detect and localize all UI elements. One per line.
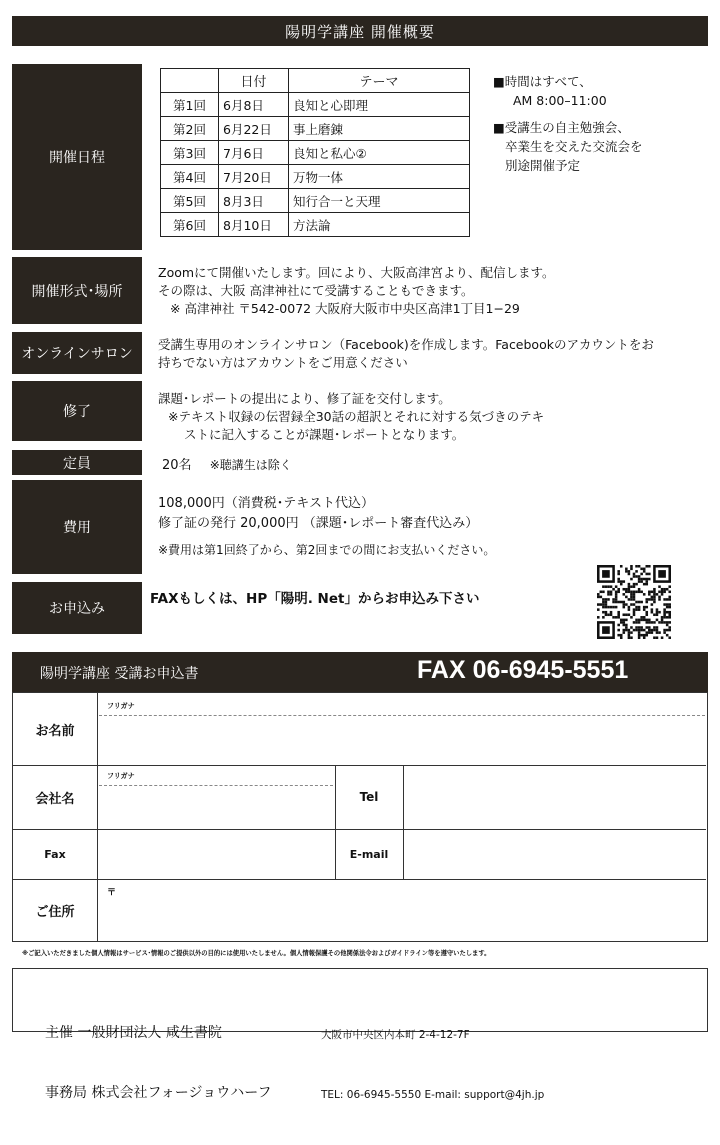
schedule-row xyxy=(161,93,470,117)
capacity-label: 定員 xyxy=(12,450,142,475)
company-field[interactable] xyxy=(99,787,333,827)
schedule-header-theme: テーマ xyxy=(289,69,470,93)
capacity-note: ※聴講生は除く xyxy=(209,458,292,472)
format-label: 開催形式･場所 xyxy=(12,257,142,324)
fee-text xyxy=(158,494,708,560)
session-no: 第6回 xyxy=(161,213,219,237)
company-label: 会社名 xyxy=(35,791,75,807)
qr-code xyxy=(597,565,671,639)
organizer xyxy=(45,983,272,1143)
fax-field[interactable] xyxy=(99,831,333,877)
footer-address: 大阪市中央区内本町 2-4-12-7F xyxy=(321,1029,470,1041)
completion-text xyxy=(158,390,708,444)
schedule-row xyxy=(161,165,470,189)
session-date: 6月22日 xyxy=(219,117,289,141)
fee-note: ※費用は第1回終了から、第2回までの間にお支払いください。 xyxy=(158,543,496,557)
schedule-header-no xyxy=(161,69,219,93)
session-theme: 万物一体 xyxy=(289,165,470,189)
session-theme: 事上磨錬 xyxy=(289,117,470,141)
office-line: 事務局 株式会社フォージョウハーフ xyxy=(45,1085,272,1101)
session-no: 第5回 xyxy=(161,189,219,213)
organizer-line: 主催 一般財団法人 咸生書院 xyxy=(45,1025,222,1041)
address-field[interactable] xyxy=(99,893,705,939)
page-title: 陽明学講座 開催概要 xyxy=(12,16,708,46)
schedule-row xyxy=(161,213,470,237)
session-date: 6月8日 xyxy=(219,93,289,117)
tel-label: Tel xyxy=(359,790,379,804)
footer-contact: TEL: 06-6945-5550 E-mail: support@4jh.jp xyxy=(321,1089,545,1101)
company-furigana-label: フリガナ xyxy=(107,772,135,780)
format-text xyxy=(158,264,708,318)
study-note: ■受講生の自主勉強会、 xyxy=(493,120,630,135)
email-label: E-mail xyxy=(349,847,389,861)
schedule-row xyxy=(161,141,470,165)
address-label: ご住所 xyxy=(35,904,75,920)
footer xyxy=(12,968,708,1101)
completion-line: ※テキスト収録の伝習録全30話の超訳とそれに対する気づきのテキ xyxy=(168,409,545,424)
schedule-header-date: 日付 xyxy=(219,69,289,93)
fee-label: 費用 xyxy=(12,480,142,574)
time-note: ■時間はすべて、 xyxy=(493,74,592,89)
completion-label: 修了 xyxy=(12,381,142,441)
session-no: 第2回 xyxy=(161,117,219,141)
schedule-table xyxy=(160,68,470,237)
study-note-line2: 卒業生を交えた交流会を xyxy=(505,139,643,154)
session-date: 8月10日 xyxy=(219,213,289,237)
name-field[interactable] xyxy=(99,717,705,763)
name-furigana-label: フリガナ xyxy=(107,702,135,710)
venue-address: ※ 高津神社 〒542-0072 大阪府大阪市中央区高津1丁目1−29 xyxy=(170,301,520,316)
apply-label: お申込み xyxy=(12,582,142,634)
application-form xyxy=(12,692,708,942)
capacity-value: 20名 xyxy=(162,458,192,473)
schedule-label: 開催日程 xyxy=(12,64,142,250)
privacy-note: ※ご記入いただきました個人情報はサービス･情報のご提供以外の目的には使用いたしません。個人情報保護その他関係法令およびガイドライン等を遵守いたします。 xyxy=(22,950,491,957)
schedule-header-row xyxy=(161,69,470,93)
format-line: Zoomにて開催いたします。回により、大阪高津宮より、配信します。 xyxy=(158,265,555,280)
email-field[interactable] xyxy=(405,831,705,877)
fax-label: Fax xyxy=(44,847,66,861)
contact-info xyxy=(321,985,544,1145)
form-title: 陽明学講座 受講お申込書 xyxy=(40,666,199,682)
postal-mark: 〒 xyxy=(107,888,117,898)
format-line: その際は、大阪 高津神社にて受講することもできます。 xyxy=(158,283,474,298)
schedule-row xyxy=(161,189,470,213)
session-no: 第3回 xyxy=(161,141,219,165)
tel-field[interactable] xyxy=(405,767,705,827)
completion-line: 課題･レポートの提出により、修了証を交付します。 xyxy=(158,391,451,406)
study-note-line3: 別途開催予定 xyxy=(505,158,581,173)
salon-line: 持ちでない方はアカウントをご用意ください xyxy=(158,355,408,370)
fee-price: 108,000円（消費税･テキスト代込） xyxy=(158,496,374,511)
form-header xyxy=(12,652,708,692)
schedule-row xyxy=(161,117,470,141)
session-date: 7月20日 xyxy=(219,165,289,189)
salon-label: オンラインサロン xyxy=(12,332,142,374)
session-no: 第4回 xyxy=(161,165,219,189)
form-fax-number: FAX 06-6945-5551 xyxy=(417,656,629,684)
session-theme: 良知と私心② xyxy=(289,141,470,165)
salon-line: 受講生専用のオンラインサロン（Facebook)を作成します。Facebookのアカウントをお xyxy=(158,337,654,352)
time-value: AM 8:00–11:00 xyxy=(513,93,607,108)
salon-text xyxy=(158,336,708,372)
completion-line: ストに記入することが課題･レポートとなります。 xyxy=(184,427,465,442)
session-theme: 良知と心即理 xyxy=(289,93,470,117)
capacity-text xyxy=(162,454,292,473)
name-label: お名前 xyxy=(35,723,75,739)
session-date: 8月3日 xyxy=(219,189,289,213)
session-theme: 方法論 xyxy=(289,213,470,237)
apply-text: FAXもしくは、HP「陽明. Net」からお申込み下さい xyxy=(150,591,480,607)
session-no: 第1回 xyxy=(161,93,219,117)
session-theme: 知行合一と天理 xyxy=(289,189,470,213)
session-date: 7月6日 xyxy=(219,141,289,165)
schedule-notes xyxy=(493,72,703,175)
fee-certificate: 修了証の発行 20,000円 （課題･レポート審査代込み） xyxy=(158,516,479,531)
